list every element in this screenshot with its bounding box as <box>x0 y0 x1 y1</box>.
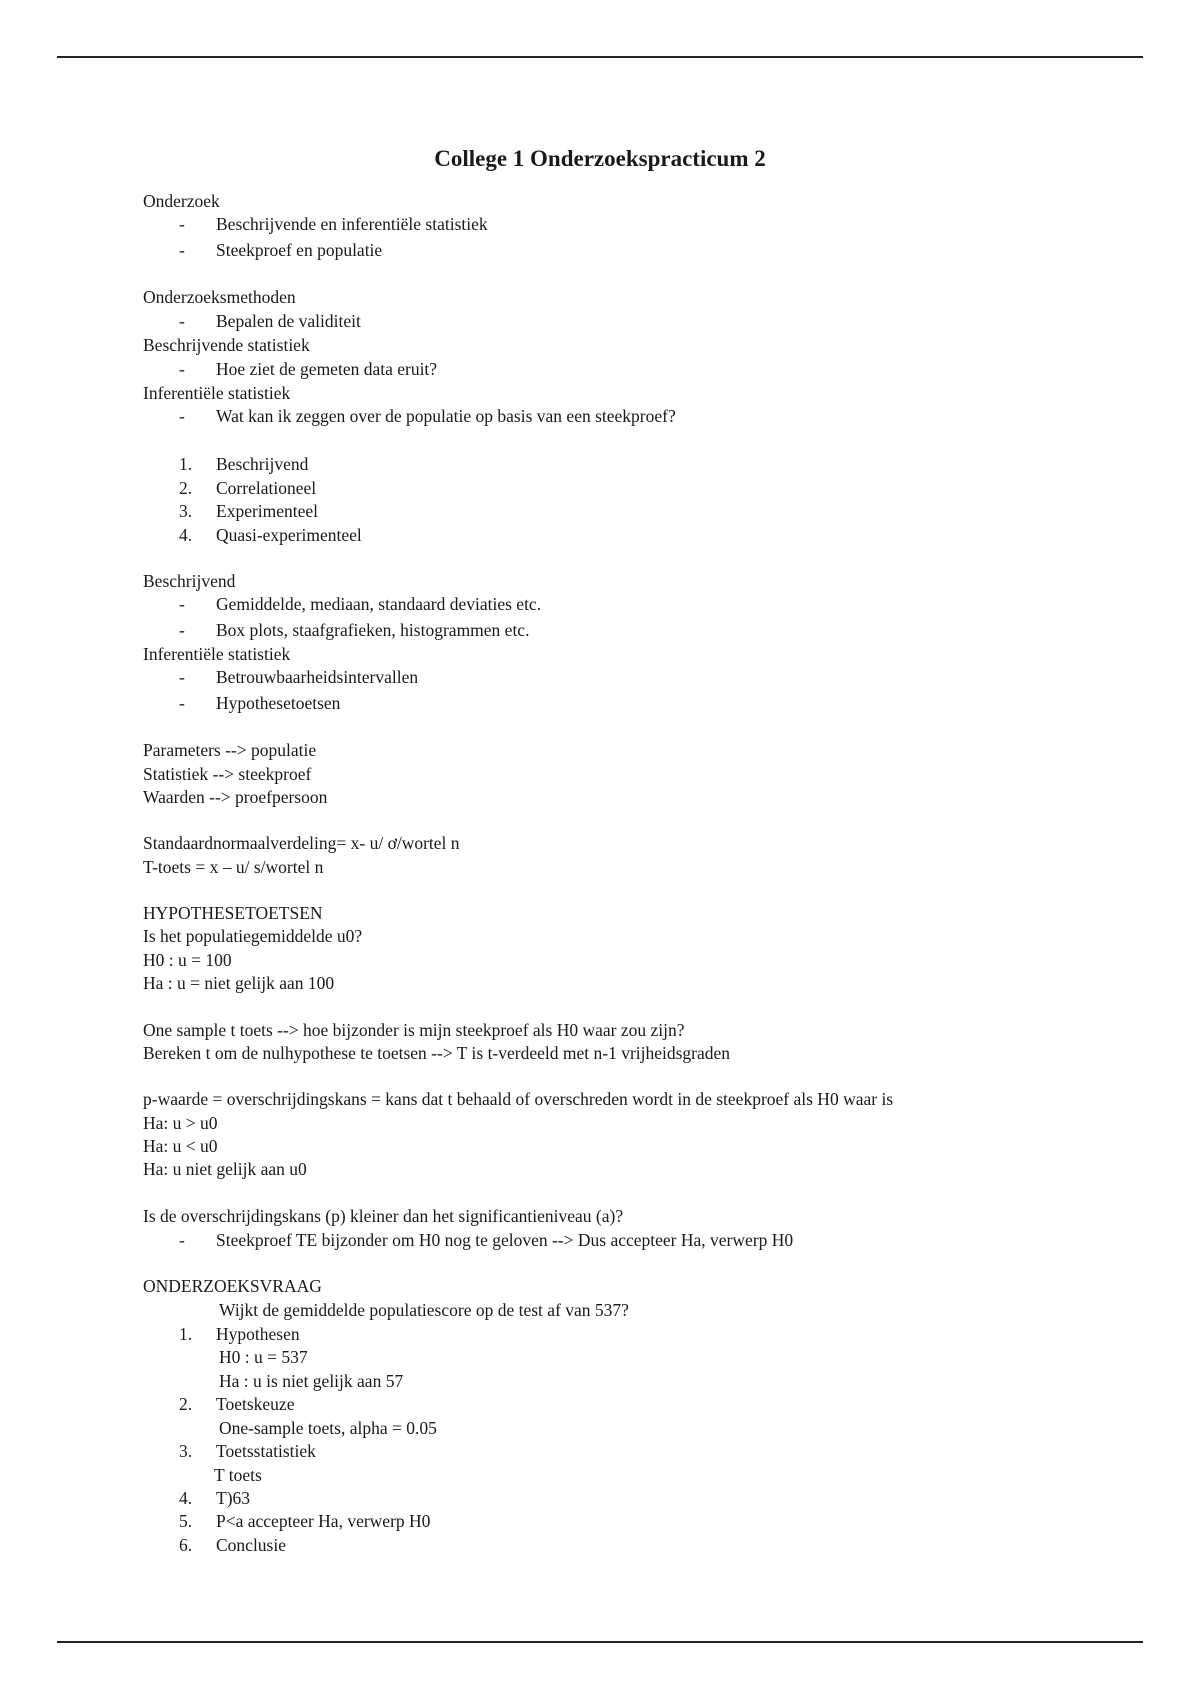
text-line: Is de overschrijdingskans (p) kleiner dan het significantieniveau (a)? <box>143 1206 624 1226</box>
research-question: Wijkt de gemiddelde populatiescore op de test af van 537? <box>219 1300 629 1320</box>
text-line: Ha: u niet gelijk aan u0 <box>143 1159 307 1179</box>
text-line: Ha : u = niet gelijk aan 100 <box>143 973 335 993</box>
heading-onderzoeksmethoden: Onderzoeksmethoden <box>143 287 296 307</box>
top-rule <box>57 56 1143 58</box>
text-line: Statistiek --> steekproef <box>143 764 312 784</box>
text-line: One sample t toets --> hoe bijzonder is mijn steekproef als H0 waar zou zijn? <box>143 1020 685 1040</box>
text-line: Bereken t om de nulhypothese te toetsen --> T is t-verdeeld met n-1 vrijheidsgraden <box>143 1043 731 1063</box>
text-line: Waarden --> proefpersoon <box>143 787 328 807</box>
page-title: College 1 Onderzoekspracticum 2 <box>434 146 766 171</box>
heading-beschrijvende-statistiek: Beschrijvende statistiek <box>143 335 310 355</box>
formula-line: T-toets = x – u/ s/wortel n <box>143 857 324 877</box>
heading-inferentiele-statistiek-2: Inferentiële statistiek <box>143 644 291 664</box>
text-line: Parameters --> populatie <box>143 740 317 760</box>
bottom-rule <box>57 1641 1143 1643</box>
heading-onderzoeksvraag: ONDERZOEKSVRAAG <box>143 1276 322 1296</box>
text-line: p-waarde = overschrijdingskans = kans dat t behaald of overschreden wordt in de steekproef als H0 waar is <box>143 1089 894 1109</box>
text-line: Ha : u is niet gelijk aan 57 <box>219 1371 404 1391</box>
text-line: Ha: u < u0 <box>143 1136 218 1156</box>
text-line: Ha: u > u0 <box>143 1113 218 1133</box>
text-line: H0 : u = 100 <box>143 950 232 970</box>
heading-onderzoek: Onderzoek <box>143 191 220 211</box>
text-line: Is het populatiegemiddelde u0? <box>143 926 363 946</box>
text-line: T toets <box>214 1465 262 1485</box>
heading-hypothesetoetsen: HYPOTHESETOETSEN <box>143 903 323 923</box>
text-line: One-sample toets, alpha = 0.05 <box>219 1418 437 1438</box>
formula-line: Standaardnormaalverdeling= x- u/ ơ/wortel n <box>143 833 460 853</box>
text-line: H0 : u = 537 <box>219 1347 308 1367</box>
heading-inferentiele-statistiek: Inferentiële statistiek <box>143 383 291 403</box>
heading-beschrijvend: Beschrijvend <box>143 571 236 591</box>
